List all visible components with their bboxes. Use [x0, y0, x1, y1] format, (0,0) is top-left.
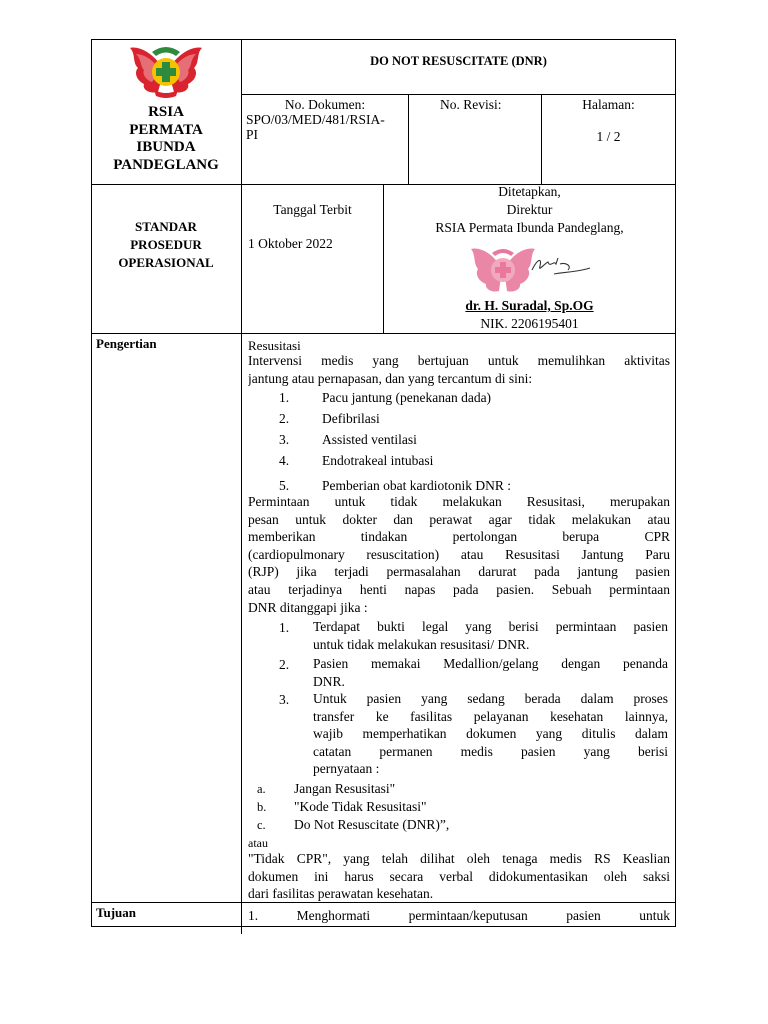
pengertian-intro — [248, 352, 670, 387]
spo-line-2: PROSEDUR — [130, 237, 202, 252]
statement-c-text: Do Not Resuscitate (DNR)”, — [294, 817, 450, 832]
hospital-name-line-1: RSIA — [148, 104, 184, 120]
tanggal-terbit-label: Tanggal Terbit — [273, 202, 352, 217]
condition-3-num: 3. — [279, 692, 290, 707]
pengertian-heading: Resusitasi — [248, 338, 301, 353]
statement-b-letter: b. — [257, 800, 267, 814]
direktur-org: RSIA Permata Ibunda Pandeglang, — [435, 220, 624, 235]
condition-1-text: Terdapat bukti legal yang berisi permintaan pasien untuk tidak melakukan resusitasi/ DNR. — [313, 619, 668, 652]
para-line-5: (RJP) jika terjadi permasalahan darurat pada jantung pasien — [248, 564, 670, 580]
statement-b-text: "Kode Tidak Resusitasi" — [294, 799, 427, 814]
item-5-num: 5. — [279, 478, 290, 493]
condition-2-num: 2. — [279, 657, 290, 672]
item-2-num: 2. — [279, 411, 290, 426]
director-name: dr. H. Suradal, Sp.OG — [465, 298, 594, 313]
no-revisi-label: No. Revisi: — [440, 97, 502, 112]
item-1-text: Pacu jantung (penekanan dada) — [322, 390, 492, 405]
para-line-6: atau terjadinya henti napas pada pasien. Sebuah permintaan — [248, 581, 670, 597]
intro-line-2: jantung atau pernapasan, dan yang tercantum di sini: — [248, 370, 533, 386]
dnr-paragraph — [248, 493, 670, 616]
no-dokumen-value-line-2: PI — [246, 127, 259, 142]
condition-1-num: 1. — [279, 620, 290, 635]
no-dokumen-value-line-1: SPO/03/MED/481/RSIA- — [246, 112, 385, 127]
item-5-text: Pemberian obat kardiotonik DNR : — [322, 478, 511, 493]
director-nik: NIK. 2206195401 — [480, 316, 579, 331]
closing-line-1: "Tidak CPR", yang telah dilihat oleh tenaga medis RS Keaslian — [248, 851, 670, 866]
hospital-name-line-2: PERMATA — [129, 121, 203, 138]
para-line-3: memberikan tindakan pertolongan berupa CPR — [248, 529, 670, 545]
tujuan-label: Tujuan — [96, 905, 136, 920]
item-4-text: Endotrakeal intubasi — [322, 453, 434, 468]
hospital-name-line-3: IBUNDA — [136, 139, 196, 155]
hospital-logo — [126, 40, 206, 100]
halaman-label: Halaman: — [582, 97, 635, 112]
para-line-2: pesan untuk dokter dan perawat agar tidak melakukan atau — [248, 511, 670, 527]
logo-crown — [152, 47, 180, 56]
doc-title: DO NOT RESUSCITATE (DNR) — [370, 54, 547, 68]
item-3-num: 3. — [279, 432, 290, 447]
closing-line-2: dokumen ini harus secara verbal didokumentasikan oleh saksi — [248, 868, 670, 884]
atau-text: atau — [248, 836, 268, 850]
direktur-label: Direktur — [506, 202, 553, 217]
director-signature — [528, 252, 592, 280]
pengertian-label: Pengertian — [96, 336, 157, 351]
condition-2-text: Pasien memakai Medallion/gelang dengan penanda DNR. — [313, 656, 668, 689]
spo-line-3: OPERASIONAL — [118, 255, 214, 270]
spo-label — [92, 218, 240, 272]
tujuan-line-1: 1. Menghormati permintaan/keputusan pasien untuk — [248, 908, 670, 923]
hospital-name-line-4: PANDEGLANG — [113, 156, 219, 173]
spo-line-1: STANDAR — [135, 219, 197, 234]
item-3-text: Assisted ventilasi — [322, 432, 417, 447]
item-2-text: Defibrilasi — [322, 411, 380, 426]
item-4-num: 4. — [279, 453, 290, 468]
closing-line-3: dari fasilitas perawatan kesehatan. — [248, 886, 434, 902]
para-line-7: DNR ditanggapi jika : — [248, 599, 368, 615]
statement-a-text: Jangan Resusitasi" — [294, 781, 396, 796]
closing-paragraph — [248, 850, 670, 903]
no-dokumen-label: No. Dokumen: — [284, 97, 366, 112]
intro-line-1: Intervensi medis yang bertujuan untuk memulihkan aktivitas — [248, 353, 670, 368]
statement-c-letter: c. — [257, 818, 266, 832]
halaman-value: 1 / 2 — [596, 129, 621, 144]
tanggal-terbit-value: 1 Oktober 2022 — [248, 236, 333, 251]
condition-3-text: Untuk pasien yang sedang berada dalam proses transfer ke fasilitas pelayanan kesehatan lainnya, wajib memperhatikan dokumen yang ditulis dalam catatan permanen medis pasien yang berisi pernyataan : — [313, 691, 668, 777]
hospital-name — [92, 104, 240, 174]
para-line-4: (cardiopulmonary resuscitation) atau Resusitasi Jantung Paru — [248, 546, 670, 562]
item-1-num: 1. — [279, 390, 290, 405]
ditetapkan-label: Ditetapkan, — [498, 184, 561, 199]
tujuan-content — [248, 907, 670, 925]
para-line-1: Permintaan untuk tidak melakukan Resusitasi, merupakan — [248, 494, 670, 509]
statement-a-letter: a. — [257, 782, 266, 796]
